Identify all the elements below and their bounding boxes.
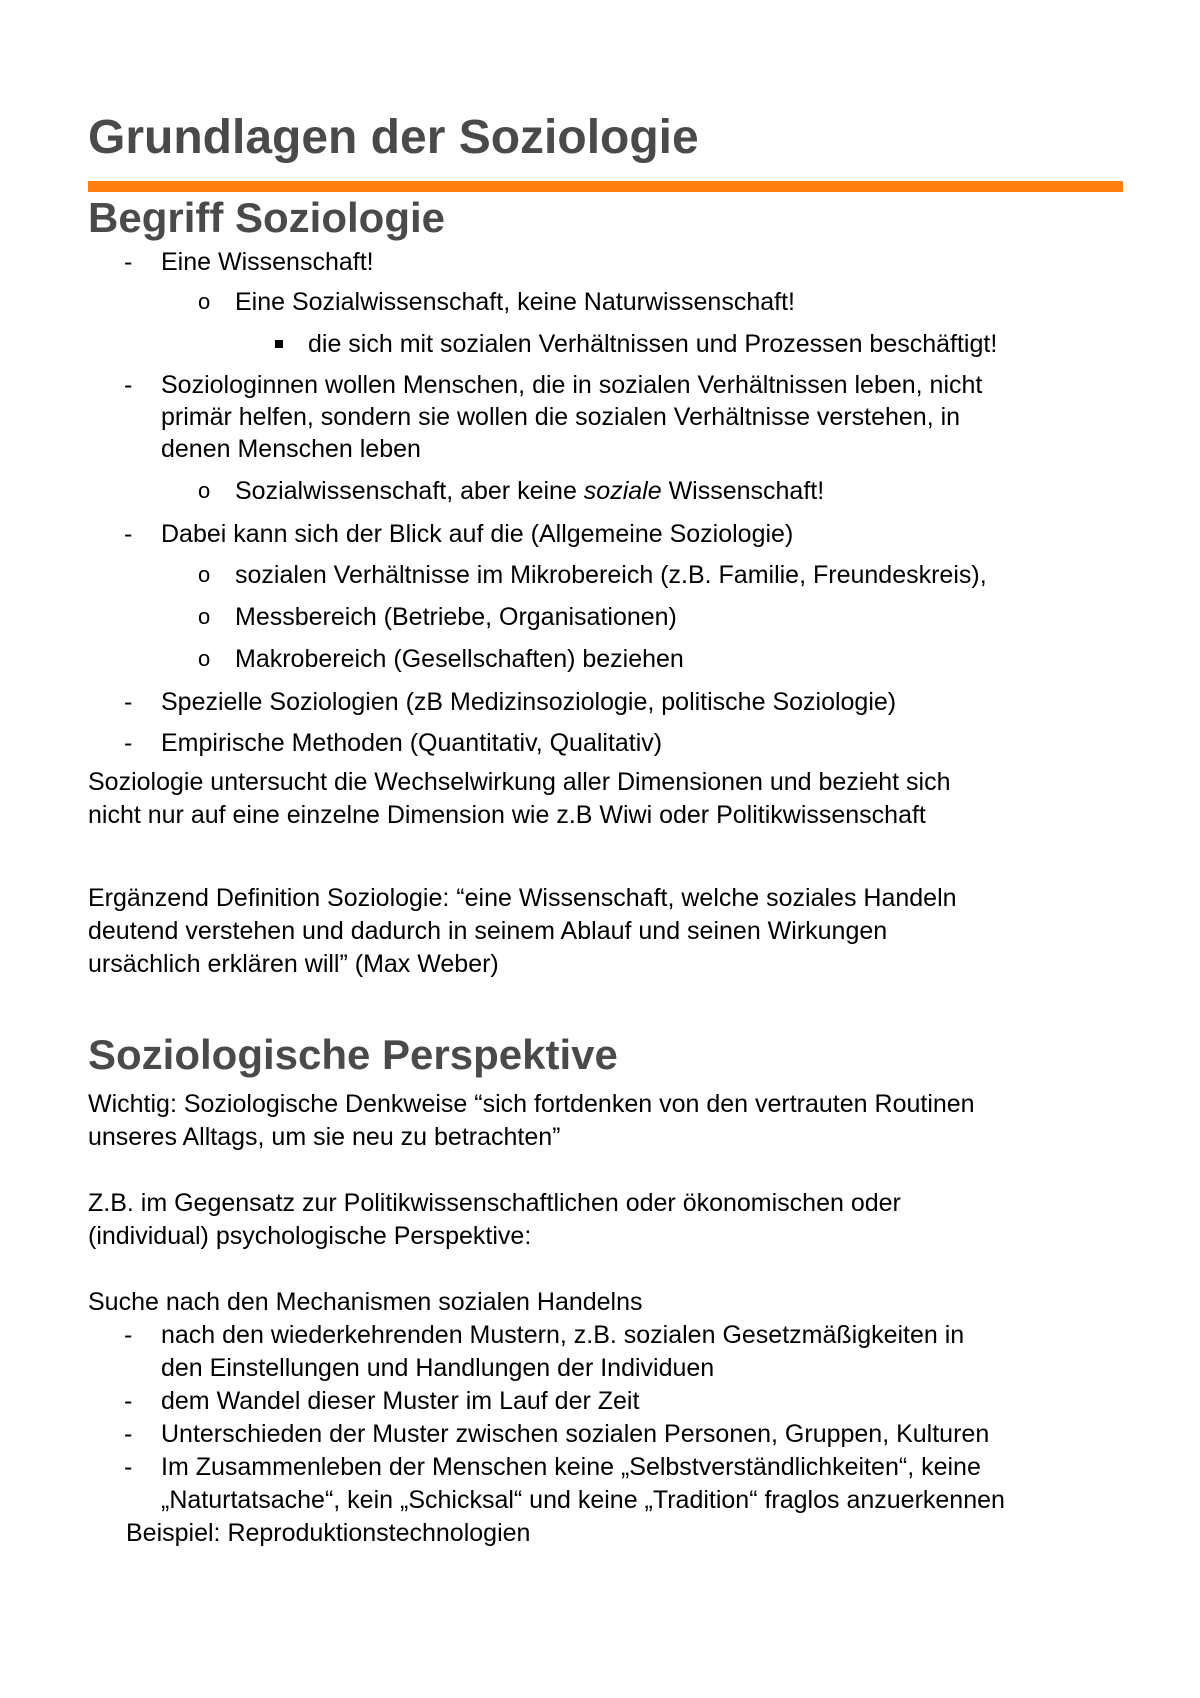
paragraph-line: Wichtig: Soziologische Denkweise “sich fortdenken von den vertrauten Routinen bbox=[88, 1090, 975, 1118]
paragraph-line: Z.B. im Gegensatz zur Politikwissenschaftlichen oder ökonomischen oder bbox=[88, 1189, 901, 1217]
section-heading-perspektive: Soziologische Perspektive bbox=[88, 1031, 618, 1078]
dash-bullet: - bbox=[124, 1321, 133, 1349]
dash-bullet: - bbox=[124, 688, 133, 716]
text-plain: Sozialwissenschaft, aber keine bbox=[235, 477, 584, 505]
list-item-continued: primär helfen, sondern sie wollen die sozialen Verhältnisse verstehen, in bbox=[161, 403, 961, 431]
circle-bullet: o bbox=[198, 646, 211, 671]
paragraph-line: Suche nach den Mechanismen sozialen Handelns bbox=[88, 1288, 643, 1316]
text-emphasis: soziale bbox=[583, 477, 662, 505]
paragraph-line: Ergänzend Definition Soziologie: “eine Wissenschaft, welche soziales Handeln bbox=[88, 884, 957, 912]
circle-bullet: o bbox=[198, 289, 211, 314]
paragraph-line: Soziologie untersucht die Wechselwirkung aller Dimensionen und bezieht sich bbox=[88, 768, 951, 796]
dash-bullet: - bbox=[124, 1387, 133, 1415]
paragraph-line: (individual) psychologische Perspektive: bbox=[88, 1222, 532, 1250]
list-item: Dabei kann sich der Blick auf die (Allgemeine Soziologie) bbox=[161, 520, 794, 548]
dash-bullet: - bbox=[124, 371, 133, 399]
list-item: Messbereich (Betriebe, Organisationen) bbox=[235, 603, 677, 631]
example-line: Beispiel: Reproduktionstechnologien bbox=[126, 1519, 531, 1547]
list-item-continued: den Einstellungen und Handlungen der Individuen bbox=[161, 1354, 715, 1382]
dash-bullet: - bbox=[124, 729, 133, 757]
list-item: Im Zusammenleben der Menschen keine „Selbstverständlichkeiten“, keine bbox=[161, 1453, 981, 1481]
dash-bullet: - bbox=[124, 1453, 133, 1481]
circle-bullet: o bbox=[198, 478, 211, 503]
paragraph-line: ursächlich erklären will” (Max Weber) bbox=[88, 950, 499, 978]
list-item-continued: denen Menschen leben bbox=[161, 435, 421, 463]
list-item: Makrobereich (Gesellschaften) beziehen bbox=[235, 645, 684, 673]
paragraph-line: unseres Alltags, um sie neu zu betrachten” bbox=[88, 1123, 561, 1151]
list-item: Empirische Methoden (Quantitativ, Qualitativ) bbox=[161, 729, 663, 757]
list-item: nach den wiederkehrenden Mustern, z.B. sozialen Gesetzmäßigkeiten in bbox=[161, 1321, 965, 1349]
list-item bbox=[235, 475, 824, 507]
list-item: Spezielle Soziologien (zB Medizinsoziologie, politische Soziologie) bbox=[161, 688, 897, 716]
section-heading-begriff: Begriff Soziologie bbox=[88, 194, 445, 241]
list-item: sozialen Verhältnisse im Mikrobereich (z.B. Familie, Freundeskreis), bbox=[235, 561, 987, 589]
paragraph-line: deutend verstehen und dadurch in seinem Ablauf und seinen Wirkungen bbox=[88, 917, 888, 945]
title-underline-bar bbox=[88, 181, 1123, 192]
list-item: dem Wandel dieser Muster im Lauf der Zeit bbox=[161, 1387, 640, 1415]
dash-bullet: - bbox=[124, 1420, 133, 1448]
list-item: Eine Sozialwissenschaft, keine Naturwissenschaft! bbox=[235, 288, 795, 316]
circle-bullet: o bbox=[198, 562, 211, 587]
list-item: Soziologinnen wollen Menschen, die in sozialen Verhältnissen leben, nicht bbox=[161, 371, 983, 399]
dash-bullet: - bbox=[124, 520, 133, 548]
list-item-continued: „Naturtatsache“, kein „Schicksal“ und keine „Tradition“ fraglos anzuerkennen bbox=[161, 1486, 1005, 1514]
text-plain: Wissenschaft! bbox=[661, 477, 825, 505]
list-item: Eine Wissenschaft! bbox=[161, 248, 374, 276]
list-item: die sich mit sozialen Verhältnissen und Prozessen beschäftigt! bbox=[308, 330, 998, 358]
paragraph-line: nicht nur auf eine einzelne Dimension wie z.B Wiwi oder Politikwissenschaft bbox=[88, 801, 926, 829]
circle-bullet: o bbox=[198, 604, 211, 629]
dash-bullet: - bbox=[124, 248, 133, 276]
page-title: Grundlagen der Soziologie bbox=[88, 111, 699, 164]
list-item: Unterschieden der Muster zwischen sozialen Personen, Gruppen, Kulturen bbox=[161, 1420, 990, 1448]
square-bullet bbox=[275, 340, 283, 348]
